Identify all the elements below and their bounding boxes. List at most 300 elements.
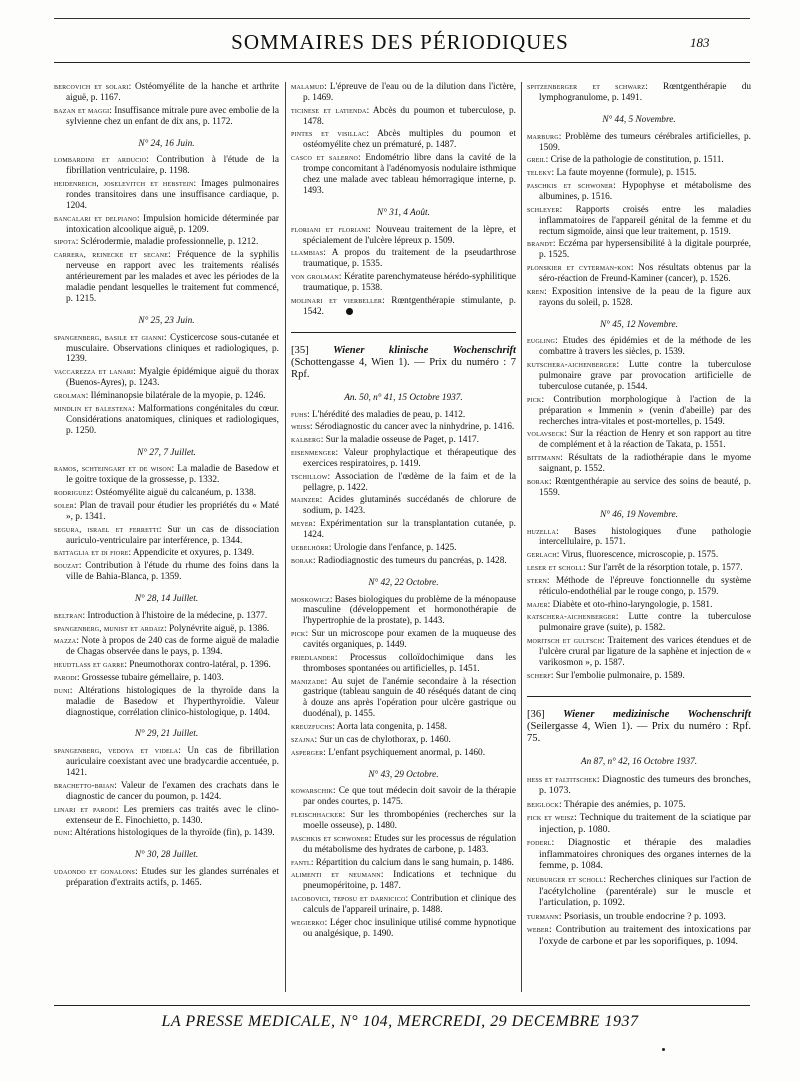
article-entry [291, 495, 516, 517]
entry-authors: grolman [54, 390, 86, 400]
entry-title: : Sur la maladie osseuse de Paget, p. 1417. [320, 435, 480, 446]
issue-heading: N° 28, 14 Juillet. [134, 593, 199, 604]
entry-authors: soler [54, 500, 75, 510]
entry-title: : Au sujet de l'anémie secondaire à la résection gastrique (tableau sanguin de 40 réséqués datant de cinq à douze ans après l'opération pour ulcère gastrique ou duodénal), p. 1455. [303, 676, 516, 720]
article-entry [54, 805, 279, 827]
entry-authors: kreuzfuchs [291, 722, 333, 732]
entry-authors: marburg [527, 131, 559, 141]
entry-title: : Rœntgenthérapie stimulante, p. 1542. [303, 295, 517, 317]
entry-authors: manizade [291, 676, 325, 686]
entry-title: : Diabète et oto-rhino-laryngologie, p. 1581. [547, 599, 713, 610]
entry-title: : Nouveau traitement de la lèpre, et spécialement de l'ulcère lépreux p. 1509. [303, 224, 517, 246]
entry-title: : Sur l'arrêt de la résorption totale, p. 1577. [583, 563, 743, 573]
article-entry [527, 82, 751, 104]
entry-title: : Association de l'œdème de la faim et de la pellagre, p. 1422. [303, 471, 516, 493]
header-rule [54, 62, 750, 63]
article-entry [291, 153, 516, 197]
entry-title: : Urologie dans l'enfance, p. 1425. [328, 542, 457, 553]
journal-number: [36] [527, 708, 545, 720]
article-entry [527, 477, 751, 499]
article-entry [291, 735, 516, 746]
entry-title: : Contribution à l'étude de la fibrillation ventriculaire, p. 1198. [66, 155, 279, 177]
entry-authors: moskowicz [291, 594, 330, 604]
entry-title: : Note à propos de 240 cas de forme aiguë de maladie de Chagas observée dans le pays, p. 1394. [66, 636, 279, 658]
ink-dot [662, 1048, 665, 1051]
entry-title: : Sur un cas de chylothorax, p. 1460. [314, 734, 451, 745]
issue-heading: N° 43, 29 Octobre. [368, 769, 439, 780]
article-entry [54, 548, 279, 559]
article-entry [527, 837, 751, 872]
article-entry [54, 867, 279, 889]
entry-title: : Léger choc insulinique utilisé comme hypnotique ou analgésique, p. 1490. [303, 917, 516, 939]
article-entry [291, 556, 516, 567]
entry-title: : Expérimentation sur la transplantation cutanée, p. 1424. [303, 519, 516, 541]
entry-title: : Etudes sur les processus de régulation du métabolisme des hydrates de carbone, p. 1483. [303, 833, 516, 855]
article-entry [527, 671, 751, 682]
article-entry [291, 448, 516, 470]
article-entry [54, 636, 279, 658]
article-entry [291, 810, 516, 832]
article-entry [527, 205, 751, 238]
entry-authors: teleky [527, 168, 552, 178]
entry-authors: weber [527, 924, 549, 935]
article-entry [54, 501, 279, 523]
entry-authors: pintes et visillac [291, 129, 367, 139]
article-entry [54, 106, 279, 128]
entry-authors: spangenberg, munist et ardaiz [54, 623, 165, 633]
entry-title: : Altérations histologiques de la thyroïde dans la maladie de Basedow et l'hyperthyroïdie. Valeur diagnostique, corrélation clinico-histologique, p. 1404. [66, 685, 279, 718]
entry-title: : Sur la réaction de Henry et son rapport au titre de complément et à la réaction de Takata, p. 1551. [539, 429, 751, 451]
article-entry [54, 746, 279, 779]
entry-authors: alimenti et neumann [291, 870, 381, 880]
article-entry [527, 132, 751, 154]
ink-dot [346, 308, 353, 315]
article-entry [291, 543, 516, 554]
entry-authors: scherf [527, 670, 551, 680]
article-entry [527, 774, 751, 797]
entry-authors: eisenmenger [291, 448, 336, 458]
entry-authors: hess et faltitschek [527, 773, 597, 784]
entry-title: : A propos du traitement de la pseudarthrose traumatique, p. 1535. [303, 248, 516, 270]
article-entry [54, 214, 279, 236]
entry-authors: duni [54, 685, 70, 695]
entry-authors: tschillow [291, 471, 328, 481]
article-entry [54, 673, 279, 684]
entry-authors: heudtlass et garre [54, 660, 125, 670]
entry-authors: neuburger et scholl [527, 873, 604, 884]
article-entry [291, 858, 516, 869]
entry-authors: spangenberg, basile et gianni [54, 332, 164, 342]
entry-title: : Virus, fluorescence, microscopie, p. 1575. [556, 550, 719, 561]
issue-heading: N° 27, 7 Juillet. [137, 447, 196, 458]
issue-heading: N° 31, 4 Août. [377, 207, 430, 218]
entry-authors: rodriguez [54, 488, 91, 498]
article-entry [527, 168, 751, 179]
entry-authors: bittmann [527, 453, 561, 463]
article-entry [54, 404, 279, 437]
page-number: 183 [690, 35, 710, 50]
entry-authors: von grolman [291, 272, 339, 282]
entry-title: : Rœntgenthérapie au service des soins de beauté, p. 1559. [539, 476, 751, 498]
entry-authors: iacobovici, teposu et darnicico [291, 894, 406, 904]
article-entry [527, 612, 751, 634]
article-entry [527, 563, 751, 574]
entry-title: : La maladie de Basedow et le goitre toxique de la grossesse, p. 1332. [66, 464, 279, 486]
entry-title: : Sur un microscope pour examen de la muqueuse des cavités organiques, p. 1449. [303, 629, 516, 651]
entry-title: : Kératite parenchymateuse hérédo-syphilitique traumatique, p. 1538. [303, 272, 516, 293]
entry-authors: eugling [527, 336, 556, 346]
entry-title: : Sur l'embolie pulmonaire, p. 1589. [550, 670, 685, 681]
entry-authors: asperger [291, 747, 324, 757]
entry-authors: uebelhörr [291, 542, 329, 552]
article-entry [527, 924, 751, 947]
entry-title: : Acides glutaminés succédanés de chlorure de sodium, p. 1423. [303, 495, 516, 517]
article-entry [54, 488, 279, 499]
entry-authors: weiss [291, 422, 310, 432]
entry-authors: volavseck [527, 429, 565, 439]
entry-title: : Lutte contre la tuberculose pulmonaire grave par provocation artificielle de tuberculose cutanée, p. 1544. [539, 360, 751, 392]
article-entry [291, 894, 516, 916]
entry-authors: casco et salerno [291, 153, 359, 163]
journal-address: (Schottengasse 4, Wien 1). — Prix du numéro : 7 Rpf. [291, 356, 516, 381]
article-entry [54, 179, 279, 212]
entry-title: : Plan de travail pour étudier les propriétés du « Maté », p. 1341. [66, 500, 279, 522]
entry-title: : La faute moyenne (formule), p. 1515. [551, 168, 697, 179]
entry-title: : Diagnostic des tumeurs des bronches, p. 1073. [539, 773, 751, 797]
article-entry [527, 287, 751, 309]
entry-authors: carrera, reinecke et secane [54, 250, 169, 260]
entry-authors: battaglia et di fiore [54, 548, 129, 558]
entry-title: : Bases biologiques du problème de la ménopause masculine (développement et hormonothérapie de l'hypertrophie de la prostate), p. 1443. [303, 594, 516, 627]
entry-authors: vaccarezza et lanari [54, 367, 134, 377]
page-title: SOMMAIRES DES PÉRIODIQUES [231, 30, 569, 54]
entry-title: : Résultats de la radiothérapie dans le myome saignant, p. 1552. [539, 453, 751, 474]
article-entry [527, 453, 751, 475]
entry-authors: kutschera-aichenberger [527, 360, 617, 370]
article-entry [527, 155, 751, 166]
entry-authors: segura, israel et ferretti [54, 524, 159, 534]
article-entry [291, 595, 516, 628]
entry-authors: mindlin et balestena [54, 403, 133, 413]
entry-title: : Lutte contre la tuberculose pulmonaire grave (suite), p. 1582. [539, 612, 751, 634]
entry-title: : Contribution à l'étude du rhume des foins dans la ville de Bahia-Blanca, p. 1359. [66, 561, 279, 583]
article-entry [291, 296, 516, 318]
entry-authors: fantl [291, 857, 311, 867]
journal-number: [35] [291, 344, 309, 356]
article-entry [291, 129, 516, 151]
entry-title: : Recherches cliniques sur l'action de l'acétylcholine (parentérale) sur le muscle et l'articulation, p. 1092. [539, 873, 751, 909]
article-entry [291, 834, 516, 856]
issue-heading: N° 25, 23 Juin. [138, 315, 195, 326]
entry-title: : Hypophyse et métabolisme des albumines, p. 1516. [539, 181, 751, 202]
article-entry [54, 391, 279, 402]
entry-authors: brandt [527, 239, 553, 249]
entry-authors: ticinese et latienda [291, 105, 367, 115]
entry-title: : Valeur de l'examen des crachats dans le diagnostic de cancer du poumon, p. 1424. [66, 780, 279, 802]
entry-title: : Endométrio libre dans la cavité de la trompe concomitant à l'adénomyosis nodulaire isthmique chez une malade avec tableau hémorragique interne, p. 1493. [303, 153, 516, 196]
entry-authors: sipota [54, 237, 76, 247]
entry-title: : Thérapie des anémies, p. 1075. [558, 798, 686, 810]
entry-authors: friedlander [291, 652, 335, 662]
entry-title: : Sclérodermie, maladie professionnelle, p. 1212. [75, 237, 259, 248]
entry-title: : Rapports croisés entre les maladies inflammatoires de l'appareil génital de la femme et du rectum sigmoïde, ainsi que leur traitement, p. 1519. [539, 204, 751, 237]
article-entry [291, 410, 516, 421]
entry-authors: linari et parodi [54, 804, 116, 814]
entry-authors: pick [527, 394, 542, 404]
entry-title: : Méthode de l'épreuve fonctionnelle du système réticulo-endothélial par le rouge congo, p. 1579. [539, 575, 751, 597]
entry-authors: udaondo et gonalons [54, 867, 136, 877]
article-entry [291, 106, 516, 128]
article-entry [527, 429, 751, 451]
article-entry [54, 781, 279, 803]
entry-title: : Grossesse tubaire gémellaire, p. 1403. [77, 672, 224, 683]
entry-title: : Etudes sur les glandes surrénales et préparation d'extraits actifs, p. 1465. [66, 867, 279, 889]
entry-authors: brachetto-brian [54, 780, 115, 790]
article-entry [54, 367, 279, 389]
article-entry [291, 870, 516, 892]
issue-heading: N° 45, 12 Novembre. [600, 319, 678, 330]
article-entry [527, 181, 751, 203]
article-entry [54, 686, 279, 719]
entry-title: : Radiodiagnostic des tumeurs du pancréas, p. 1428. [313, 555, 507, 566]
entry-title: : L'épreuve de l'eau ou de la dilution dans l'ictère, p. 1469. [303, 82, 516, 103]
entry-authors: borak [291, 555, 314, 565]
article-entry [54, 525, 279, 547]
article-entry [291, 653, 516, 675]
article-entry [527, 395, 751, 428]
article-entry [291, 422, 516, 433]
entry-title: : Psoriasis, un trouble endocrine ? p. 1093. [558, 910, 726, 922]
article-entry [527, 527, 751, 549]
entry-authors: beltran [54, 610, 83, 620]
article-entry [291, 225, 516, 247]
entry-authors: molinari et vierbeller [291, 295, 383, 305]
article-entry [54, 624, 279, 635]
entry-title: : Traitement des varices étendues et de l'ulcère crural par ligature de la saphène et injection de « varikosmon », p. 1587. [539, 636, 751, 668]
issue-heading: N° 24, 16 Juin. [138, 138, 195, 149]
entry-title: : Impulsion homicide déterminée par intoxication alcoolique aiguë, p. 1209. [66, 213, 279, 235]
entry-authors: bancalari et delpiano [54, 213, 137, 223]
journal-heading [291, 345, 516, 382]
entry-title: : Indications et technique du pneumopéritoine, p. 1487. [303, 870, 516, 892]
entry-title: : Sérodiagnostic du cancer avec la ninhydrine, p. 1416. [310, 422, 515, 433]
entry-title: : Ostéomyélite aiguë du calcanéum, p. 1338. [90, 488, 256, 499]
entry-title: : Pneumothorax contro-latéral, p. 1396. [124, 660, 271, 671]
entry-title: : Processus colloïdochimique dans les thromboses spontanées ou artificielles, p. 1451. [303, 652, 516, 674]
entry-authors: mainzer [291, 495, 320, 505]
column-divider [285, 82, 286, 992]
entry-authors: borak [527, 476, 550, 486]
entry-authors: spitzenberger et schwarz [527, 82, 646, 91]
entry-authors: huzella [527, 526, 557, 536]
entry-authors: stern [527, 575, 548, 585]
footer-rule [54, 1005, 750, 1006]
column-middle [291, 82, 516, 941]
entry-authors: llambias [291, 248, 324, 258]
journal-name: Wiener medizinische Wochenschrift [563, 708, 751, 720]
entry-title: : Malformations congénitales du cœur. Considérations anatomiques, cliniques et radiologiques, p. 1250. [66, 403, 280, 436]
entry-authors: meyer [291, 519, 313, 529]
article-entry [54, 250, 279, 305]
entry-title: : Répartition du calcium dans le sang humain, p. 1486. [310, 857, 514, 868]
entry-title: : Valeur prophylactique et thérapeutique des exercices respiratoires, p. 1419. [303, 448, 516, 469]
entry-title: : Ce que tout médecin doit savoir de la thérapie par ondes courtes, p. 1475. [303, 786, 516, 808]
entry-title: : Exposition intensive de la peau de la figure aux rayons du soleil, p. 1528. [539, 286, 751, 308]
entry-authors: szajna [291, 734, 315, 744]
article-entry [291, 677, 516, 721]
entry-title: : Introduction à l'histoire de la médecine, p. 1377. [82, 610, 268, 621]
entry-title: : Contribution morphologique à l'action de la préparation « Immenin » (venin d'abeille) par des recherches intra-vitales et post-mortelles, p. 1549. [539, 394, 751, 427]
article-entry [527, 576, 751, 598]
entry-authors: paschkis et schwoner [527, 181, 614, 191]
entry-authors: parodi [54, 672, 77, 682]
article-entry [54, 464, 279, 486]
entry-authors: mazza [54, 636, 77, 646]
entry-authors: malamud [291, 82, 325, 91]
entry-authors: kalberg [291, 435, 321, 445]
issue-heading: An. 50, n° 41, 15 Octobre 1937. [344, 392, 463, 403]
entry-title: : Nos résultats obtenus par la séro-réaction de Freund-Kaminer (cancer), p. 1526. [539, 263, 751, 284]
entry-authors: floriani et floriani [291, 224, 369, 234]
article-entry [291, 722, 516, 733]
entry-title: : Crise de la pathologie de constitution, p. 1511. [545, 155, 724, 166]
article-entry [527, 911, 751, 923]
article-entry [291, 82, 516, 104]
entry-authors: heidenreich, joselevitch et hebstein [54, 179, 194, 189]
column-left [54, 82, 279, 891]
entry-authors: fick et weisz [527, 812, 575, 823]
entry-authors: majer [527, 599, 548, 609]
issue-heading: N° 44, 5 Novembre. [602, 114, 676, 125]
entry-title: : Fréquence de la syphilis nerveuse en rapport avec les traitements réalisés antérieurement par les malades et avec les périodes de la maladie pendant lesquelles le traitement fut commencé, p. 1215. [66, 250, 279, 304]
entry-title: : Un cas de fibrillation auriculaire coexistant avec une bradycardie accentuée, p. 1421. [66, 746, 279, 779]
entry-authors: wegierko [291, 917, 325, 927]
entry-title: : Myalgie épidémique aiguë du thorax (Buenos-Ayres), p. 1243. [66, 367, 279, 389]
entry-authors: spangenberg, vedoya et videla [54, 746, 179, 756]
entry-title: : Abcès du poumon et tuberculose, p. 1478. [303, 105, 516, 127]
entry-title: : Eczéma par hypersensibilité à la digitale pourprée, p. 1525. [539, 239, 751, 261]
issue-heading: N° 30, 28 Juillet. [134, 850, 199, 861]
entry-title: : Abcès multiples du poumon et ostéomyélite chez un prématuré, p. 1487. [303, 129, 516, 151]
article-entry [54, 237, 279, 248]
article-entry [291, 748, 516, 759]
section-rule [291, 332, 516, 333]
entry-title: : Iléminanopsie bilatérale de la myopie, p. 1246. [85, 390, 266, 401]
article-entry [291, 435, 516, 446]
article-entry [527, 263, 751, 285]
article-entry [527, 600, 751, 611]
entry-title: : Ostéomyélite de la hanche et arthrite aiguë, p. 1167. [66, 82, 279, 103]
entry-authors: schleyer [527, 204, 560, 214]
entry-authors: gerlach [527, 550, 557, 560]
article-entry [54, 82, 279, 104]
entry-authors: foderl [527, 837, 552, 848]
section-rule [527, 696, 751, 697]
entry-authors: fleischhacker [291, 810, 343, 820]
entry-title: : Polynévrite aiguë, p. 1386. [164, 623, 270, 634]
journal-heading [527, 709, 751, 746]
article-entry [54, 333, 279, 366]
entry-title: : Diagnostic et thérapie des maladies inflammatoires chroniques des organes internes de la femme, p. 1084. [539, 837, 751, 872]
entry-title: : Cysticercose sous-cutanée et musculaire. Observations cliniques et radiologiques, p. 1239. [66, 332, 279, 365]
journal-name: Wiener klinische Wochenschrift [333, 344, 516, 356]
entry-title: : L'enfant psychiquement anormal, p. 1460. [323, 747, 486, 758]
article-entry [527, 360, 751, 393]
issue-heading: N° 46, 19 Novembre. [600, 509, 678, 520]
entry-authors: bazan et maggi [54, 105, 110, 115]
entry-title: : Technique du traitement de la sciatique par injection, p. 1080. [539, 812, 751, 835]
entry-authors: turmann [527, 910, 559, 921]
article-entry [54, 611, 279, 622]
article-entry [54, 561, 279, 583]
article-entry [54, 828, 279, 839]
entry-title: : Contribution et clinique des calculs de l'appareil urinaire, p. 1488. [303, 894, 516, 915]
article-entry [527, 812, 751, 835]
issue-heading: N° 42, 22 Octobre. [368, 577, 439, 588]
issue-heading: N° 29, 21 Juillet. [134, 729, 199, 740]
entry-title: : Bases histologiques d'une pathologie intercellulaire, p. 1571. [539, 526, 751, 548]
article-entry [291, 629, 516, 651]
footer-line: LA PRESSE MEDICALE, N° 104, MERCREDI, 29 DECEMBRE 1937 [161, 1013, 639, 1030]
entry-title: : Sur les thrombopénies (recherches sur la moelle osseuse), p. 1480. [303, 810, 516, 832]
article-entry [527, 336, 751, 358]
article-entry [527, 239, 751, 261]
entry-title: : Problème des tumeurs cérébrales artificielles, p. 1509. [539, 131, 751, 153]
entry-authors: leser et scholl [527, 563, 584, 572]
top-rule [54, 18, 750, 19]
article-entry [291, 519, 516, 541]
entry-authors: katschera-aichenberger [527, 612, 616, 622]
entry-title: : Appendicite et oxyures, p. 1349. [128, 548, 255, 559]
entry-authors: ramos, schteingart et de wison [54, 464, 172, 474]
article-entry [291, 786, 516, 808]
entry-title: : Etudes des épidémies et de la méthode de les combattre à travers les siècles, p. 1539. [539, 336, 751, 358]
article-entry [54, 660, 279, 671]
entry-title: : Insuffisance mitrale pure avec embolie de la sylvienne chez un enfant de dix ans, p. 1172. [66, 105, 279, 127]
issue-heading: An 87, n° 42, 16 Octobre 1937. [580, 756, 698, 767]
entry-authors: duni [54, 828, 70, 838]
entry-title: : Aorta lata congenita, p. 1458. [332, 722, 447, 733]
entry-authors: greil [527, 155, 546, 165]
entry-authors: plonskier et cyterman-kon [527, 263, 631, 273]
article-entry [54, 155, 279, 177]
entry-authors: beiglock [527, 798, 559, 809]
entry-authors: bercovich et solari [54, 82, 129, 91]
journal-address: (Seilergasse 4, Wien 1). — Prix du numéro : Rpf. 75. [527, 720, 751, 745]
entry-title: : L'hérédité des maladies de peau, p. 1412. [307, 409, 466, 420]
entry-authors: kren [527, 286, 545, 296]
article-entry [527, 799, 751, 811]
article-entry [291, 248, 516, 270]
column-right [527, 82, 751, 949]
entry-authors: moritsch et gultsch [527, 636, 603, 645]
entry-title: : Contribution au traitement des intoxications par l'oxyde de carbone et par les soporifiques, p. 1094. [539, 924, 751, 947]
entry-authors: lombardini et arducio [54, 155, 147, 165]
entry-title: : Images pulmonaires rondes transitoires dans une insuffisance cardiaque, p. 1204. [66, 179, 279, 211]
article-entry [291, 472, 516, 494]
entry-authors: bouzat [54, 561, 79, 571]
article-entry [291, 918, 516, 940]
entry-authors: pick [291, 629, 306, 639]
entry-authors: paschkis et schwoner [291, 833, 369, 843]
article-entry [527, 550, 751, 561]
entry-authors: kowarschik [291, 786, 334, 796]
article-entry [291, 272, 516, 294]
entry-title: : Sur un cas de dissociation auriculo-ventriculaire par interférence, p. 1344. [66, 524, 279, 546]
article-entry [527, 636, 751, 669]
entry-title: : Rœntgenthérapie du lymphogranulome, p. 1491. [539, 82, 751, 103]
entry-title: : Les premiers cas traités avec le clino-extenseur de E. Finochietto, p. 1430. [66, 804, 279, 826]
